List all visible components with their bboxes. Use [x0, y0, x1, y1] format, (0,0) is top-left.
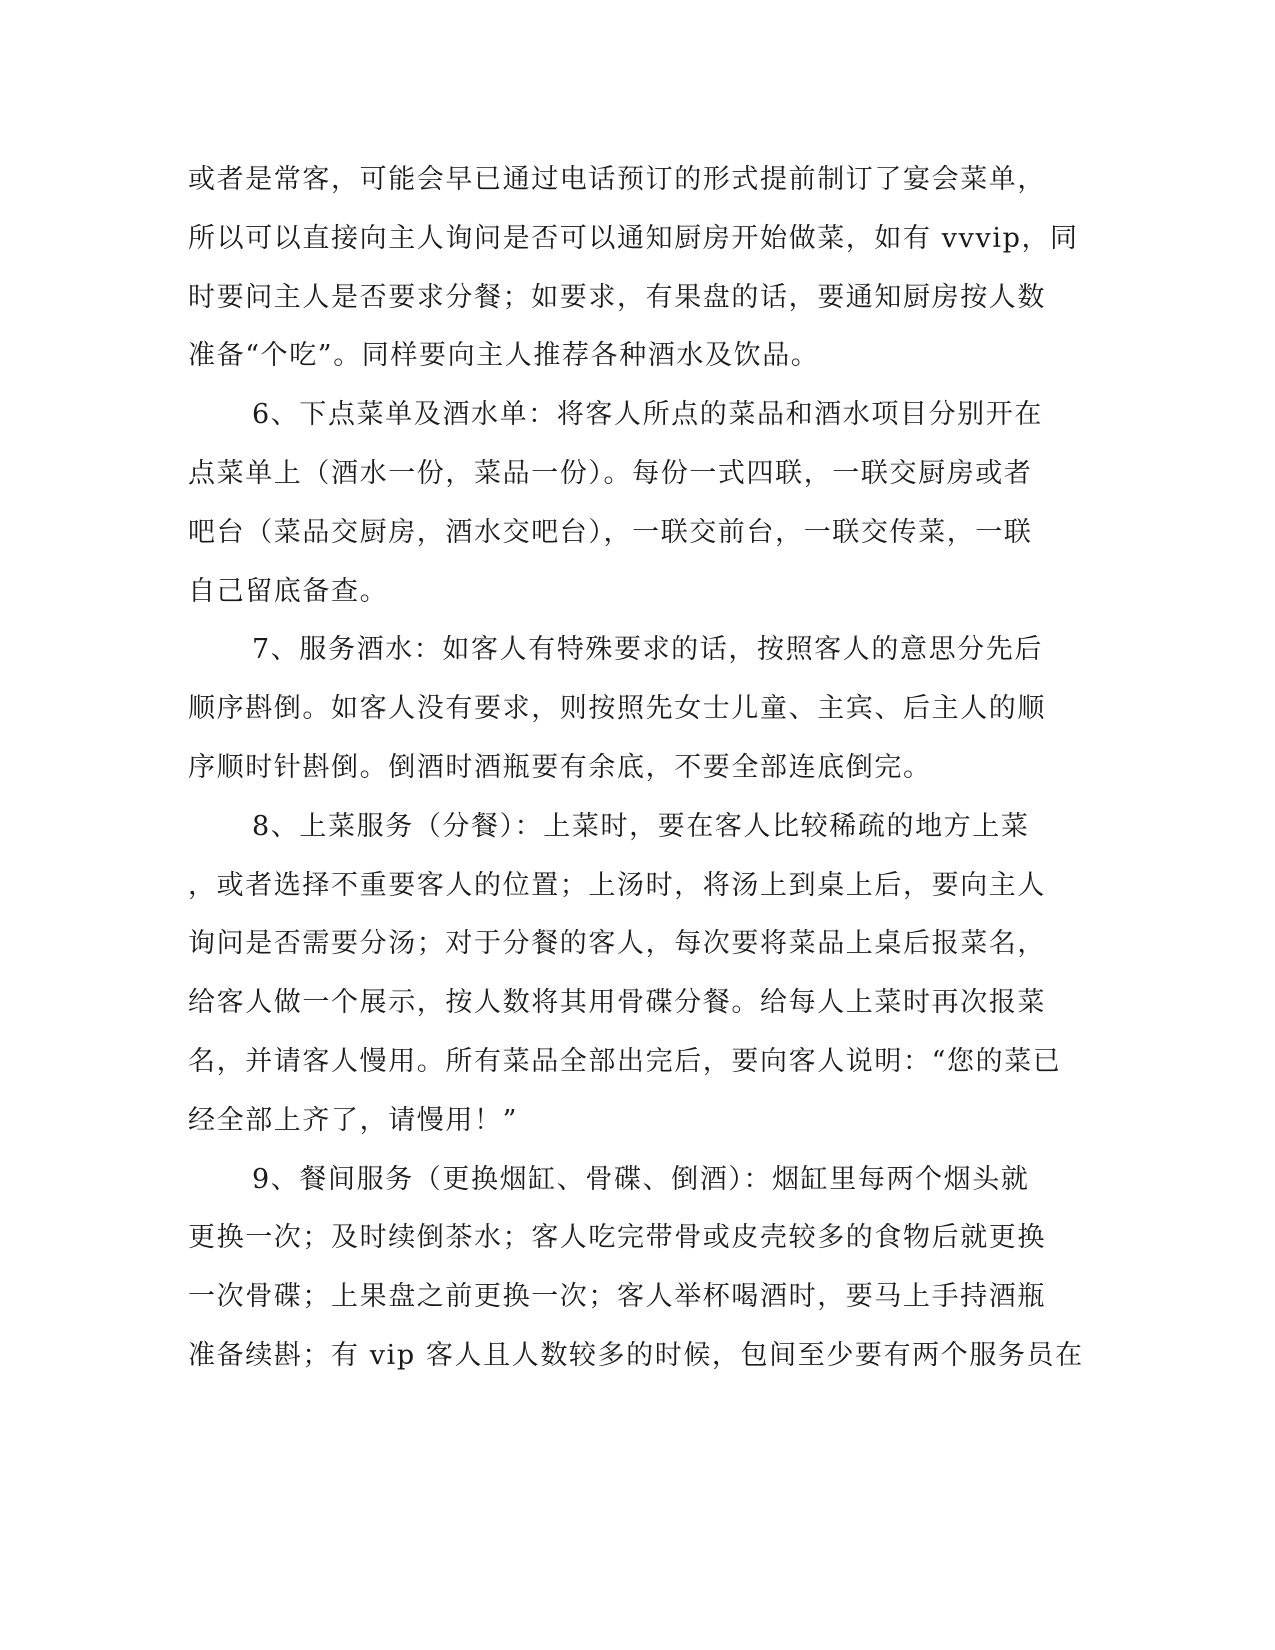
paragraph-8-start: 8、上菜服务（分餐）：上菜时，要在客人比较稀疏的地方上菜 [252, 811, 1030, 842]
text-line: 顺序斟倒。如客人没有要求，则按照先女士儿童、主宾、后主人的顺 [188, 693, 1046, 724]
paragraph-7-start: 7、服务酒水：如客人有特殊要求的话，按照客人的意思分先后 [252, 634, 1043, 665]
text-line: ，或者选择不重要客人的位置；上汤时，将汤上到桌上后，要向主人 [188, 870, 1046, 901]
text-line: 给客人做一个展示，按人数将其用骨碟分餐。给每人上菜时再次报菜 [188, 987, 1046, 1018]
text-line: 所以可以直接向主人询问是否可以通知厨房开始做菜，如有 vvvip，同 [188, 223, 1079, 254]
text-line: 经全部上齐了，请慢用！” [188, 1105, 519, 1136]
text-line: 吧台（菜品交厨房，酒水交吧台），一联交前台，一联交传菜，一联 [188, 517, 1033, 548]
text-line: 询问是否需要分汤；对于分餐的客人，每次要将菜品上桌后报菜名， [188, 928, 1046, 959]
text-line: 更换一次；及时续倒茶水；客人吃完带骨或皮壳较多的食物后就更换 [188, 1222, 1046, 1253]
text-line: 点菜单上（酒水一份，菜品一份）。每份一式四联，一联交厨房或者 [188, 458, 1033, 489]
text-line: 名，并请客人慢用。所有菜品全部出完后，要向客人说明：“您的菜已 [188, 1046, 1062, 1077]
text-line: 或者是常客，可能会早已通过电话预订的形式提前制订了宴会菜单， [188, 164, 1046, 195]
paragraph-6-start: 6、下点菜单及酒水单：将客人所点的菜品和酒水项目分别开在 [252, 399, 1043, 430]
text-line: 准备续斟；有 vip 客人且人数较多的时候，包间至少要有两个服务员在 [188, 1340, 1084, 1371]
text-line: 时要问主人是否要求分餐；如要求，有果盘的话，要通知厨房按人数 [188, 282, 1046, 313]
text-line: 自己留底备查。 [188, 576, 389, 607]
text-line: 一次骨碟；上果盘之前更换一次；客人举杯喝酒时，要马上手持酒瓶 [188, 1281, 1046, 1312]
text-line: 准备“个吃”。同样要向主人推荐各种酒水及饮品。 [188, 340, 820, 371]
text-line: 序顺时针斟倒。倒酒时酒瓶要有余底，不要全部连底倒完。 [188, 752, 932, 783]
paragraph-9-start: 9、餐间服务（更换烟缸、骨碟、倒酒）：烟缸里每两个烟头就 [252, 1164, 1030, 1195]
